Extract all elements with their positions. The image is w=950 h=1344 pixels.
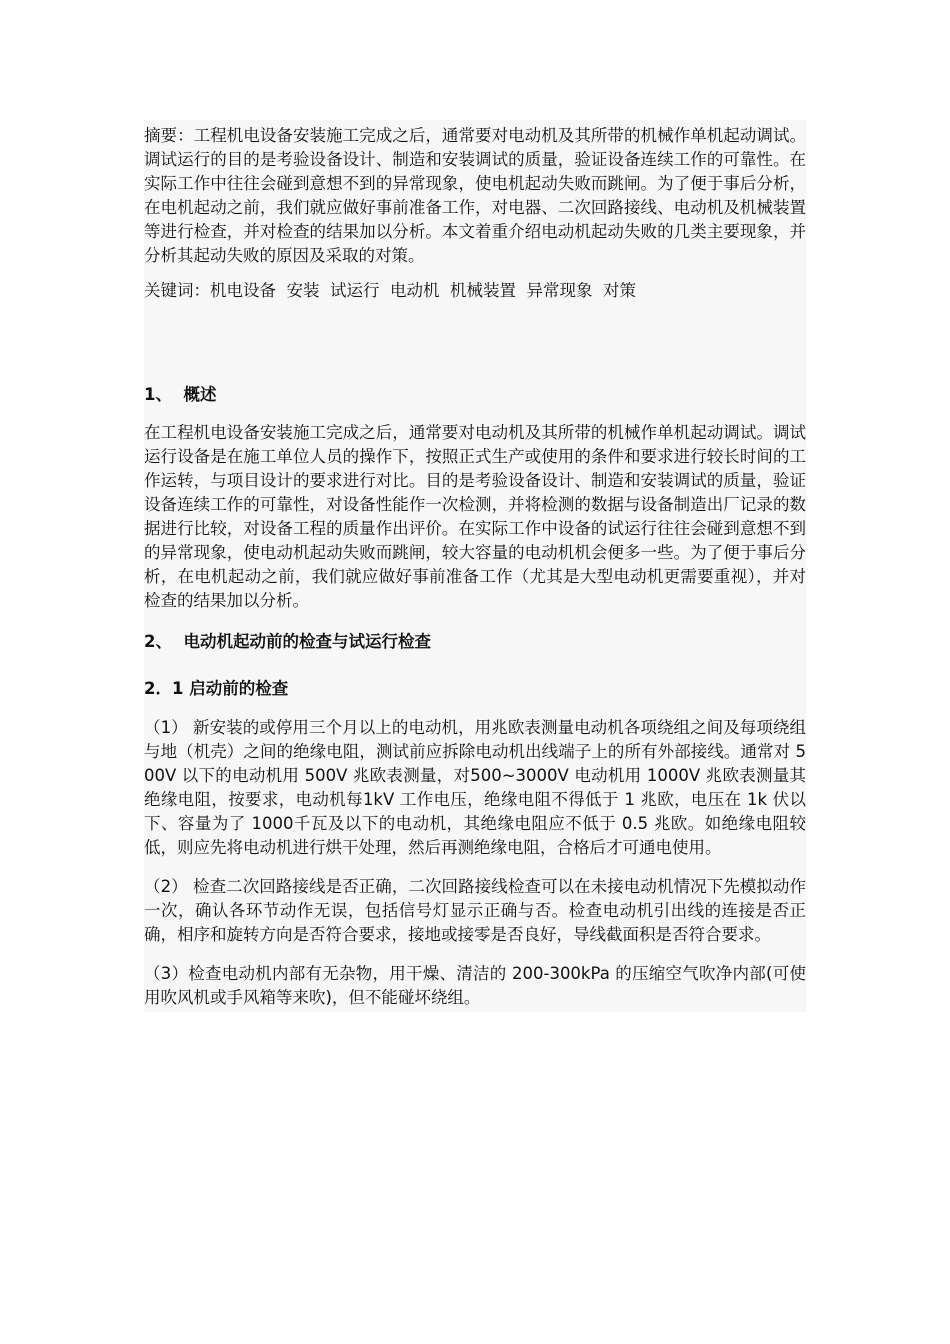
document-body	[144, 120, 806, 1012]
check-item-1: （1） 新安装的或停用三个月以上的电动机，用兆欧表测量电动机各项绕组之间及每项绕组与地（机壳）之间的绝缘电阻，测试前应拆除电动机出线端子上的所有外部接线。通常对 500V 以下的电动机用 500V 兆欧表测量，对500~3000V 电动机用 1000V 兆欧表测量其绝缘电阻，按要求，电动机每1kV 工作电压，绝缘电阻不得低于 1 兆欧，电压在 1k 伏以下、容量为了 1000千瓦及以下的电动机，其绝缘电阻应不低于 0.5 兆欧。如绝缘电阻较低，则应先将电动机进行烘干处理，然后再测绝缘电阻，合格后才可通电使用。	[144, 718, 806, 857]
blank-space	[144, 303, 806, 383]
keywords-line: 关键词：机电设备 安装 试运行 电动机 机械装置 异常现象 对策	[144, 281, 636, 300]
section-1-heading: 1、 概述	[144, 385, 217, 404]
check-item-2: （2） 检查二次回路接线是否正确，二次回路接线检查可以在未接电动机情况下先模拟动作一次，确认各环节动作无误，包括信号灯显示正确与否。检查电动机引出线的连接是否正确，相序和旋转方向是否符合要求，接地或接零是否良好，导线截面积是否符合要求。	[144, 877, 806, 944]
section-1-body: 在工程机电设备安装施工完成之后，通常要对电动机及其所带的机械作单机起动调试。调试运行设备是在施工单位人员的操作下，按照正式生产或使用的条件和要求进行较长时间的工作运转，与项目设计的要求进行对比。目的是考验设备设计、制造和安装调试的质量，验证设备连续工作的可靠性，对设备性能作一次检测，并将检测的数据与设备制造出厂记录的数据进行比较，对设备工程的质量作出评价。在实际工作中设备的试运行往往会碰到意想不到的异常现象，使电动机起动失败而跳闸，较大容量的电动机机会便多一些。为了便于事后分析，在电机起动之前，我们就应做好事前准备工作（尤其是大型电动机更需要重视），并对检查的结果加以分析。	[144, 423, 806, 610]
abstract-paragraph: 摘要：工程机电设备安装施工完成之后，通常要对电动机及其所带的机械作单机起动调试。调试运行的目的是考验设备设计、制造和安装调试的质量，验证设备连续工作的可靠性。在实际工作中往往会碰到意想不到的异常现象，使电机起动失败而跳闸。为了便于事后分析，在电机起动之前，我们就应做好事前准备工作，对电器、二次回路接线、电动机及机械装置等进行检查，并对检查的结果加以分析。本文着重介绍电动机起动失败的几类主要现象，并分析其起动失败的原因及采取的对策。	[144, 126, 806, 265]
section-2-1-heading: 2．1 启动前的检查	[144, 679, 289, 698]
check-item-3: （3）检查电动机内部有无杂物，用干燥、清洁的 200-300kPa 的压缩空气吹净内部(可使用吹风机或手风箱等来吹)，但不能碰坏绕组。	[144, 964, 806, 1007]
section-2-heading: 2、 电动机起动前的检查与试运行检查	[144, 632, 431, 651]
